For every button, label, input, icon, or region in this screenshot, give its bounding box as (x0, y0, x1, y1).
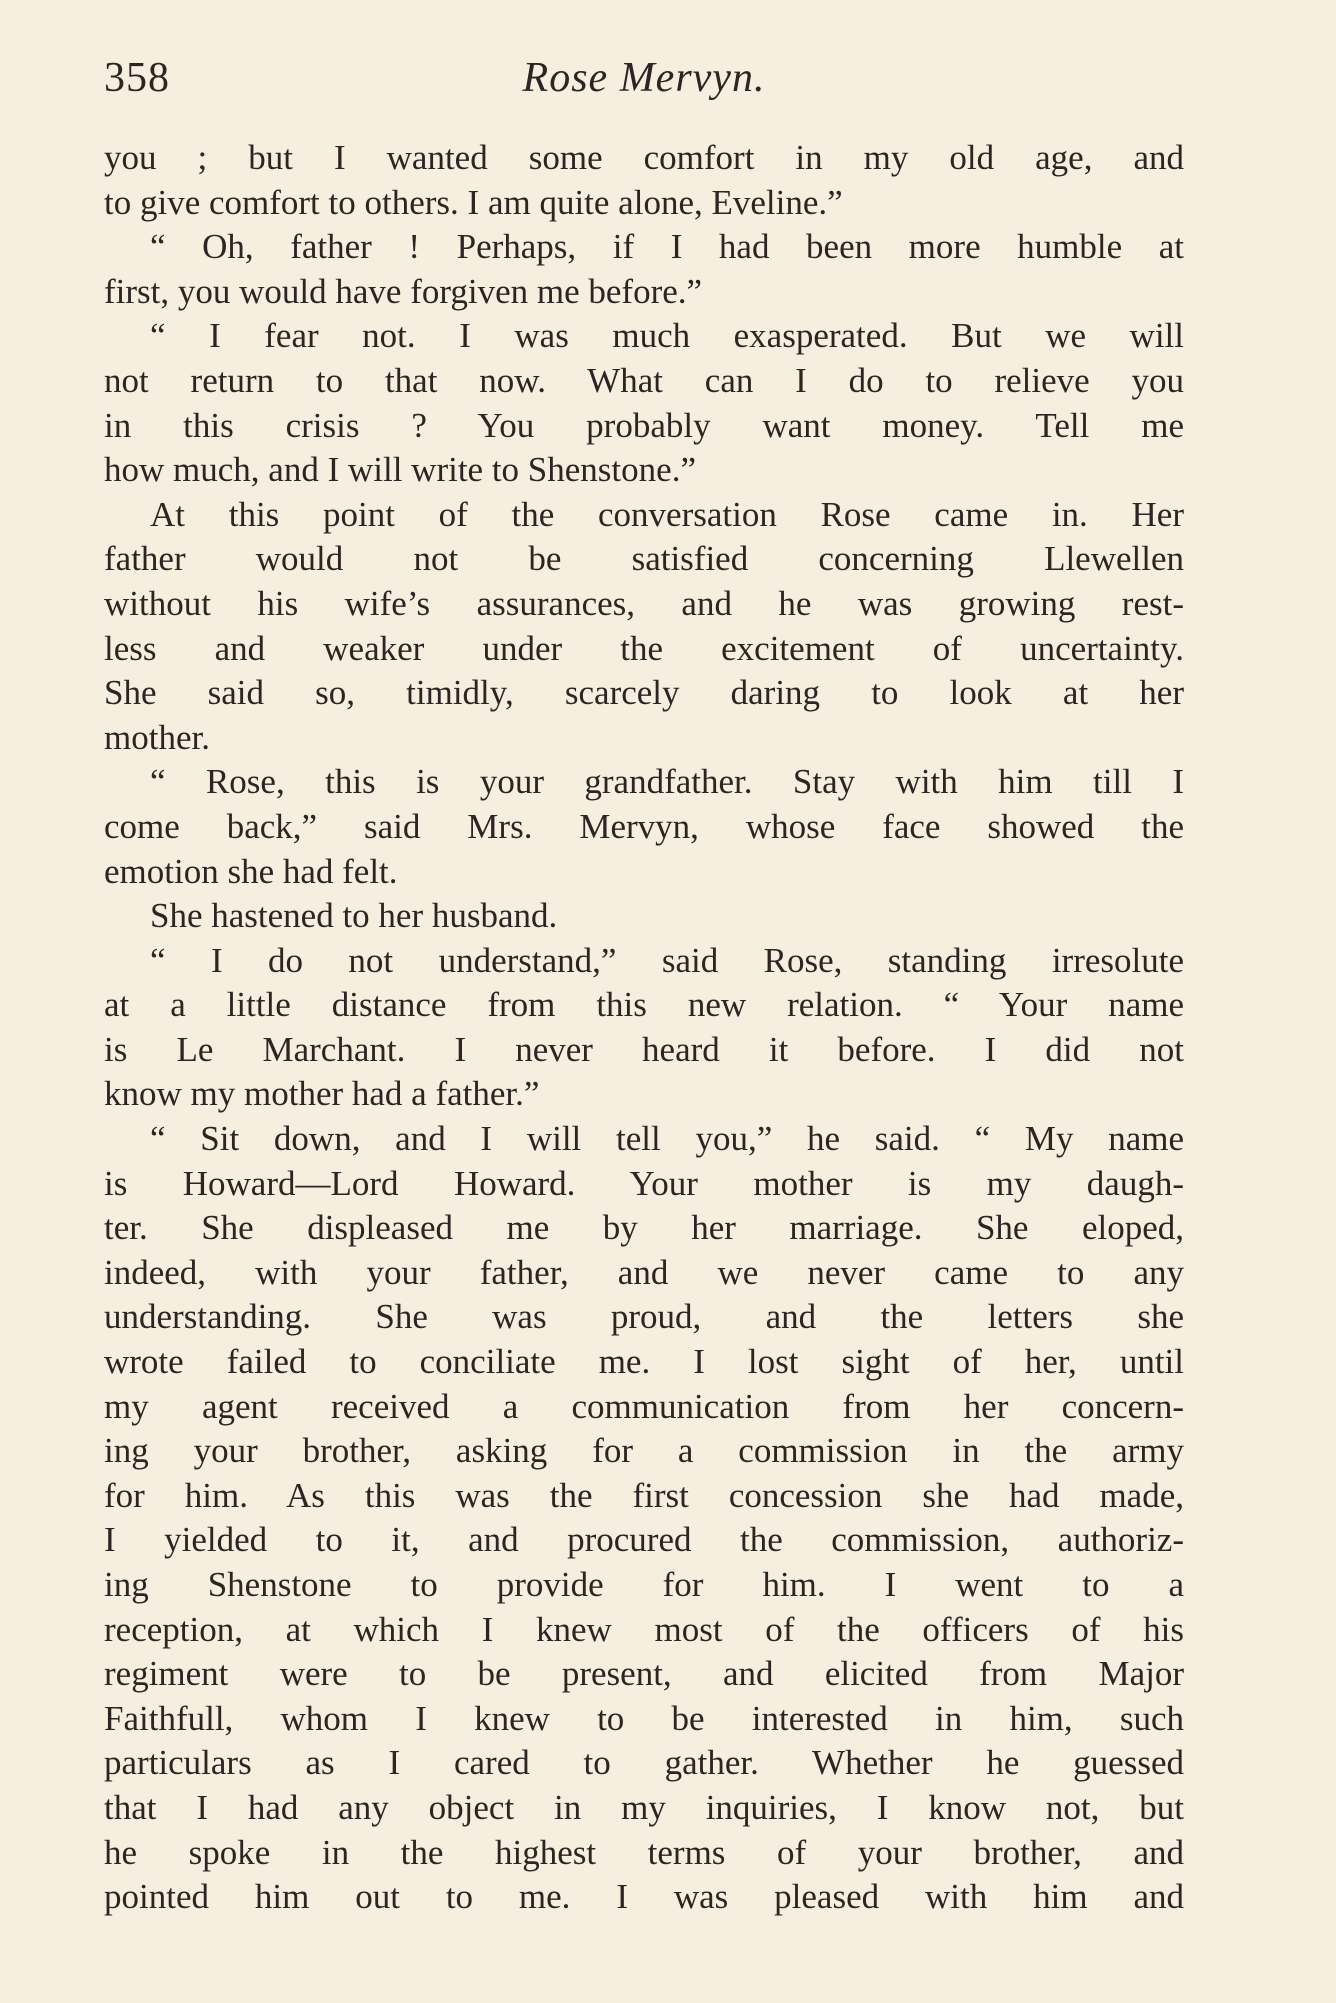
text-line: wrote failed to conciliate me. I lost sight of her, until (104, 1342, 1184, 1382)
text-line: indeed, with your father, and we never came to any (104, 1252, 1184, 1292)
text-line: “ I fear not. I was much exasperated. But we will (150, 316, 1184, 356)
text-line: ing your brother, asking for a commission in the army (104, 1431, 1184, 1471)
text-line: he spoke in the highest terms of your brother, and (104, 1832, 1184, 1872)
text-line: She said so, timidly, scarcely daring to look at her (104, 673, 1184, 713)
text-line: pointed him out to me. I was pleased with him and (104, 1877, 1184, 1917)
text-line: my agent received a communication from her concern- (104, 1386, 1184, 1426)
text-line: come back,” said Mrs. Mervyn, whose face showed the (104, 806, 1184, 846)
text-line: that I had any object in my inquiries, I know not, but (104, 1787, 1184, 1827)
text-line: “ Sit down, and I will tell you,” he said. “ My name (150, 1119, 1184, 1159)
text-line: Faithfull, whom I knew to be interested in him, such (104, 1698, 1184, 1738)
body-text (104, 136, 1184, 1920)
text-line: is Howard—Lord Howard. Your mother is my daugh- (104, 1163, 1184, 1203)
text-line: know my mother had a father.” (104, 1074, 540, 1114)
text-line: “ I do not understand,” said Rose, standing irresolute (150, 940, 1184, 980)
text-line: for him. As this was the first concession she had made, (104, 1475, 1184, 1515)
text-line: reception, at which I knew most of the officers of his (104, 1609, 1184, 1649)
text-line: “ Oh, father ! Perhaps, if I had been more humble at (150, 227, 1184, 267)
text-line: first, you would have forgiven me before.” (104, 271, 703, 311)
text-line: to give comfort to others. I am quite alone, Eveline.” (104, 182, 843, 222)
text-line: regiment were to be present, and elicited from Major (104, 1654, 1184, 1694)
page-number: 358 (104, 55, 170, 101)
text-line: emotion she had felt. (104, 851, 398, 891)
text-line: particulars as I cared to gather. Whether he guessed (104, 1743, 1184, 1783)
page-header (104, 48, 1184, 108)
text-line: “ Rose, this is your grandfather. Stay with him till I (150, 762, 1184, 802)
text-line: is Le Marchant. I never heard it before. I did not (104, 1029, 1184, 1069)
text-line: without his wife’s assurances, and he was growing rest- (104, 583, 1184, 623)
text-line: At this point of the conversation Rose came in. Her (150, 494, 1184, 534)
text-line: at a little distance from this new relation. “ Your name (104, 985, 1184, 1025)
text-line: less and weaker under the excitement of uncertainty. (104, 628, 1184, 668)
text-line: you ; but I wanted some comfort in my old age, and (104, 138, 1184, 177)
text-line: understanding. She was proud, and the letters she (104, 1297, 1184, 1337)
text-line: mother. (104, 717, 210, 757)
text-line: She hastened to her husband. (150, 896, 558, 936)
text-line: ter. She displeased me by her marriage. She eloped, (104, 1208, 1184, 1248)
text-line: not return to that now. What can I do to relieve you (104, 360, 1184, 400)
text-line: how much, and I will write to Shenstone.” (104, 450, 696, 490)
text-line: I yielded to it, and procured the commission, authoriz- (104, 1520, 1184, 1560)
text-line: ing Shenstone to provide for him. I went to a (104, 1565, 1184, 1604)
running-title: Rose Mervyn. (522, 55, 766, 101)
text-line: in this crisis ? You probably want money. Tell me (104, 405, 1184, 445)
text-line: father would not be satisfied concerning Llewellen (104, 539, 1184, 579)
